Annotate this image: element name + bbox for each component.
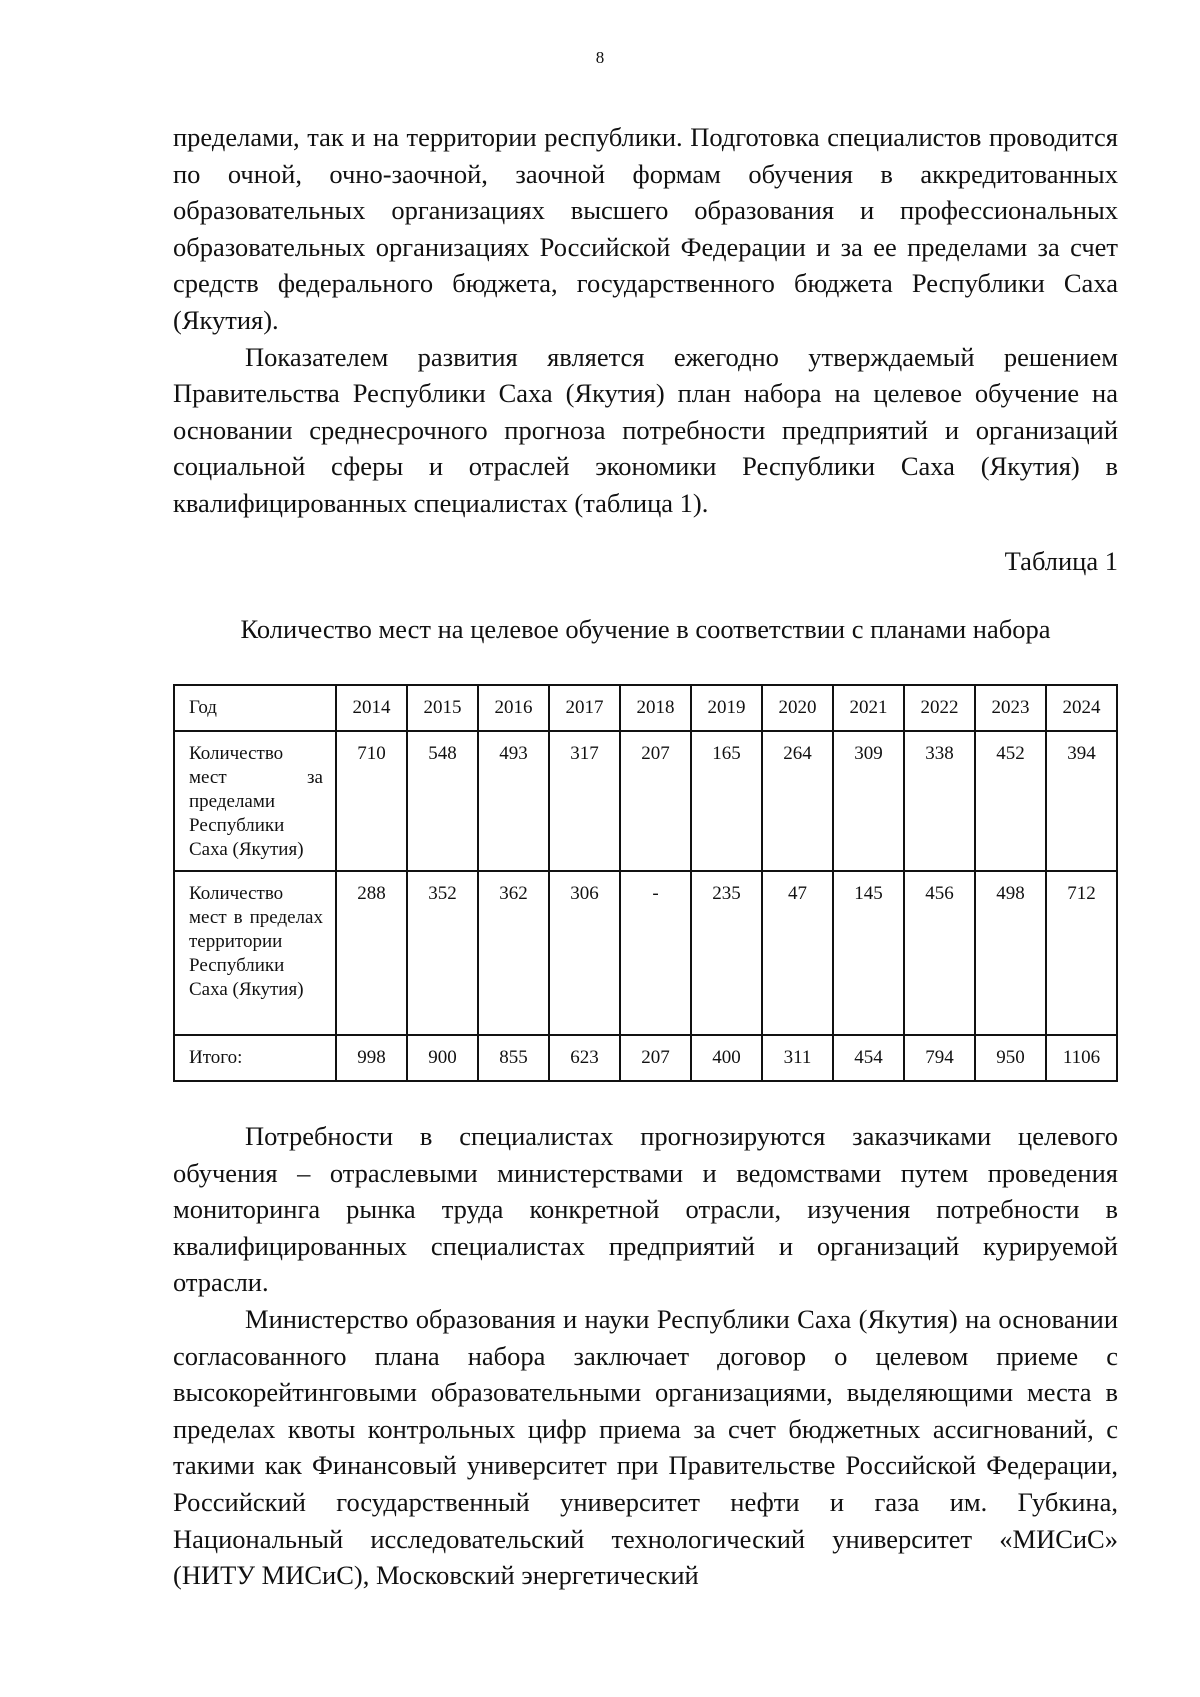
year-cell: 2018 (620, 685, 691, 731)
year-cell: 2019 (691, 685, 762, 731)
value-cell: 362 (478, 871, 549, 1035)
table-row (174, 1035, 1117, 1081)
row-label-cell: Итого: (174, 1035, 336, 1081)
year-cell: 2022 (904, 685, 975, 731)
paragraph: Показателем развития является ежегодно утверждаемый решением Правительства Республики Саха (Якутия) план набора на целевое обучение на основании среднесрочного прогноза потребности предприятий и организаций социальной сферы и отраслей экономики Республики Саха (Якутия) в квалифицированных специалистах (таблица 1). (173, 341, 1118, 518)
body-text-top (173, 119, 1118, 522)
year-cell: 2023 (975, 685, 1046, 731)
value-cell: 235 (691, 871, 762, 1035)
value-cell: 207 (620, 1035, 691, 1081)
value-cell: 623 (549, 1035, 620, 1081)
value-cell: 394 (1046, 731, 1117, 871)
value-cell: 493 (478, 731, 549, 871)
paragraph: пределами, так и на территории республики. Подготовка специалистов проводится по очной, очно-заочной, заочной формам обучения в аккредитованных образовательных организациях высшего образования и профессиональных образовательных организациях Российской Федерации и за ее пределами за счет средств федерального бюджета, государственного бюджета Республики Саха (Якутия). (173, 122, 1118, 335)
table-row (174, 685, 1117, 731)
value-cell: 207 (620, 731, 691, 871)
value-cell: 1106 (1046, 1035, 1117, 1081)
value-cell: 454 (833, 1035, 904, 1081)
value-cell: 309 (833, 731, 904, 871)
paragraph: Министерство образования и науки Республики Саха (Якутия) на основании согласованного плана набора заключает договор о целевом приеме с высокорейтинговыми образовательными организациями, выделяющими места в пределах квоты контрольных цифр приема за счет бюджетных ассигнований, с такими как Финансовый университет при Правительстве Российской Федерации, Российский государственный университет нефти и газа им. Губкина, Национальный исследовательский технологический университет «МИСиС» (НИТУ МИСиС), Московский энергетический (173, 1303, 1118, 1591)
value-cell: 452 (975, 731, 1046, 871)
value-cell: 712 (1046, 871, 1117, 1035)
value-cell: 710 (336, 731, 407, 871)
data-table (173, 684, 1118, 1082)
page-number: 8 (595, 48, 605, 67)
value-cell: 794 (904, 1035, 975, 1081)
value-cell: 548 (407, 731, 478, 871)
table-row (174, 731, 1117, 871)
row-label-cell: Количество мест за пределами Республики Саха (Якутия) (174, 731, 336, 871)
value-cell: 400 (691, 1035, 762, 1081)
table-label: Таблица 1 (1004, 546, 1118, 576)
value-cell: 855 (478, 1035, 549, 1081)
value-cell: 498 (975, 871, 1046, 1035)
header-cell: Год (174, 685, 336, 731)
value-cell: 456 (904, 871, 975, 1035)
value-cell: 47 (762, 871, 833, 1035)
year-cell: 2015 (407, 685, 478, 731)
value-cell: 145 (833, 871, 904, 1035)
value-cell: 950 (975, 1035, 1046, 1081)
table-title: Количество мест на целевое обучение в соответствии с планами набора (240, 614, 1051, 644)
value-cell: 165 (691, 731, 762, 871)
year-cell: 2024 (1046, 685, 1117, 731)
value-cell: 317 (549, 731, 620, 871)
value-cell: 306 (549, 871, 620, 1035)
value-cell: 311 (762, 1035, 833, 1081)
paragraph: Потребности в специалистах прогнозируются заказчиками целевого обучения – отраслевыми министерствами и ведомствами путем проведения мониторинга рынка труда конкретной отрасли, изучения потребности в квалифицированных специалистах предприятий и организаций курируемой отрасли. (173, 1121, 1118, 1298)
year-cell: 2017 (549, 685, 620, 731)
year-cell: 2014 (336, 685, 407, 731)
value-cell: 352 (407, 871, 478, 1035)
year-cell: 2016 (478, 685, 549, 731)
value-cell: - (620, 871, 691, 1035)
value-cell: 998 (336, 1035, 407, 1081)
row-label-cell: Количество мест в пределах территории Республики Саха (Якутия) (174, 871, 336, 1035)
year-cell: 2020 (762, 685, 833, 731)
table-row (174, 871, 1117, 1035)
value-cell: 264 (762, 731, 833, 871)
year-cell: 2021 (833, 685, 904, 731)
value-cell: 338 (904, 731, 975, 871)
value-cell: 288 (336, 871, 407, 1035)
body-text-bottom (173, 1118, 1118, 1594)
value-cell: 900 (407, 1035, 478, 1081)
